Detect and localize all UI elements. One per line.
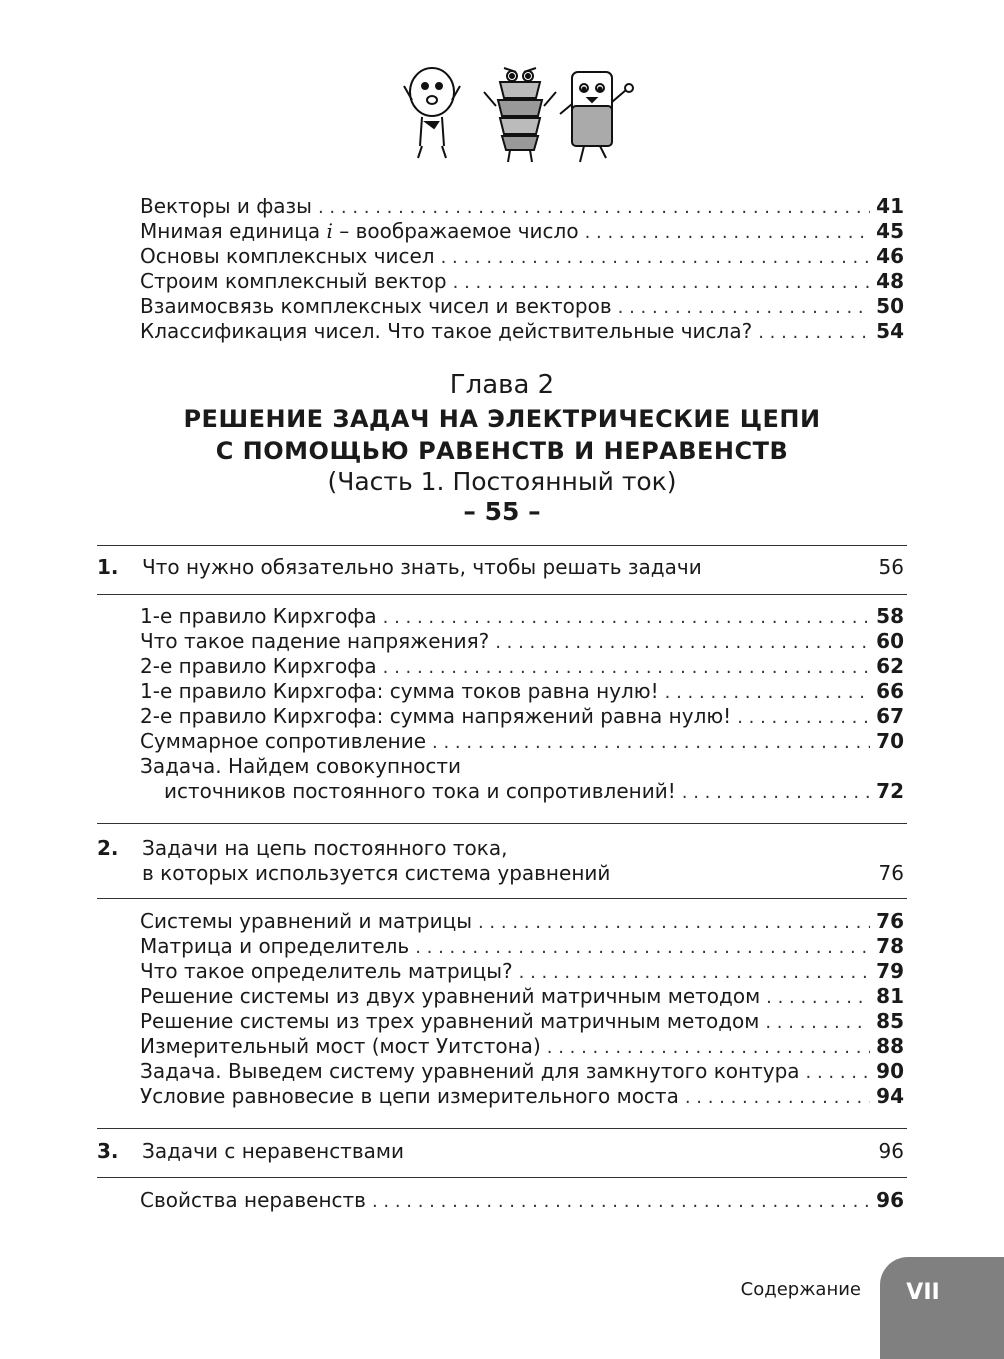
toc-entry[interactable] [140, 1187, 904, 1213]
toc-entry[interactable] [140, 933, 904, 959]
section-page: 56 [878, 555, 904, 579]
toc-entry-page: 72 [876, 779, 904, 803]
toc-entry[interactable] [140, 1033, 904, 1059]
toc-entry[interactable] [140, 293, 904, 319]
toc-entry-title: Решение системы из трех уравнений матричным методом [140, 1009, 760, 1033]
toc-entry-title: Свойства неравенств [140, 1188, 366, 1212]
section-number: 3. [97, 1139, 119, 1163]
toc-entry-page: 66 [876, 679, 904, 703]
toc-entry-title: источников постоянного тока и сопротивлений! [164, 779, 676, 803]
resistor-mascot-icon [560, 72, 633, 162]
dot-leader [618, 295, 871, 319]
toc-entry-title: Векторы и фазы [140, 194, 312, 218]
section-title[interactable]: Задачи на цепь постоянного тока, [142, 836, 508, 860]
dot-leader [478, 910, 870, 934]
chapter-title-line: С ПОМОЩЬЮ РАВЕНСТВ И НЕРАВЕНСТВ [215, 437, 789, 465]
dot-leader [495, 630, 870, 654]
toc-entry-page: 79 [876, 959, 904, 983]
toc-entry-page: 54 [876, 319, 904, 343]
toc-entry-title: 1-е правило Кирхгофа [140, 604, 377, 628]
section-divider [97, 1128, 907, 1129]
toc-entry-title: Основы комплексных чисел [140, 244, 435, 268]
toc-entry-title: Мнимая единица i – воображаемое число [140, 219, 579, 243]
toc-entry-page: 60 [876, 629, 904, 653]
toc-entry[interactable] [140, 1083, 904, 1109]
toc-entry-page: 45 [876, 219, 904, 243]
toc-entry-title: Задача. Найдем совокупности [140, 754, 462, 778]
dot-leader [737, 705, 870, 729]
dot-leader [758, 320, 870, 344]
toc-entry[interactable] [140, 243, 904, 269]
toc-entry[interactable] [140, 603, 904, 629]
dot-leader [519, 960, 871, 984]
toc-entry-title: 1-е правило Кирхгофа: сумма токов равна нулю! [140, 679, 659, 703]
toc-entry[interactable] [140, 678, 904, 704]
page-number-tab [880, 1257, 1004, 1359]
toc-entry[interactable] [140, 268, 904, 294]
toc-entry[interactable] [140, 653, 904, 679]
section-title[interactable]: Задачи с неравенствами [142, 1139, 404, 1163]
toc-entry-page: 78 [876, 934, 904, 958]
toc-entry-title: Измерительный мост (мост Уитстона) [140, 1034, 541, 1058]
section-page: 96 [878, 1139, 904, 1163]
toc-entry-title: Классификация чисел. Что такое действительные числа? [140, 319, 753, 343]
toc-entry[interactable] [140, 193, 904, 219]
toc-entry-page: 85 [876, 1009, 904, 1033]
toc-entry[interactable] [140, 753, 904, 779]
dot-leader [766, 985, 870, 1009]
toc-entry-continuation[interactable] [164, 778, 904, 804]
toc-entry-page: 70 [876, 729, 904, 753]
round-mascot-icon [404, 68, 460, 158]
dot-leader [685, 1085, 870, 1109]
toc-entry-page: 46 [876, 244, 904, 268]
section-title[interactable]: в которых используется система уравнений [142, 861, 611, 885]
dot-leader [682, 780, 870, 804]
section-divider [97, 545, 907, 546]
toc-entry[interactable] [140, 728, 904, 754]
section-divider [97, 898, 907, 899]
toc-entry[interactable] [140, 703, 904, 729]
chapter-title-line: РЕШЕНИЕ ЗАДАЧ НА ЭЛЕКТРИЧЕСКИЕ ЦЕПИ [183, 405, 821, 433]
toc-entry-page: 96 [876, 1188, 904, 1212]
chapter-subtitle: (Часть 1. Постоянный ток) [327, 467, 677, 496]
section-title[interactable]: Что нужно обязательно знать, чтобы решать задачи [142, 555, 702, 579]
toc-entry-page: 67 [876, 704, 904, 728]
toc-entry[interactable] [140, 628, 904, 654]
toc-entry[interactable] [140, 218, 904, 244]
toc-entry-page: 88 [876, 1034, 904, 1058]
dot-leader [383, 605, 871, 629]
toc-entry-title: 2-е правило Кирхгофа [140, 654, 377, 678]
toc-entry-title: Условие равновесие в цепи измерительного моста [140, 1084, 679, 1108]
toc-entry-page: 76 [876, 909, 904, 933]
toc-entry-title: Взаимосвязь комплексных чисел и векторов [140, 294, 612, 318]
dot-leader [383, 655, 871, 679]
dot-leader [372, 1189, 870, 1213]
toc-entry[interactable] [140, 958, 904, 984]
chapter-page: – 55 – [463, 497, 541, 526]
toc-entry-title: Матрица и определитель [140, 934, 410, 958]
dot-leader [585, 220, 871, 244]
toc-entry[interactable] [140, 908, 904, 934]
section-divider [97, 823, 907, 824]
toc-entry-title: Задача. Выведем систему уравнений для замкнутого контура [140, 1059, 800, 1083]
toc-entry-page: 94 [876, 1084, 904, 1108]
toc-entry-title: Что такое определитель матрицы? [140, 959, 513, 983]
mascots-illustration [400, 62, 650, 174]
dot-leader [665, 680, 870, 704]
section-divider [97, 594, 907, 595]
imaginary-unit-symbol: i [326, 219, 333, 243]
toc-entry[interactable] [140, 1008, 904, 1034]
toc-entry[interactable] [140, 318, 904, 344]
toc-entry[interactable] [140, 1058, 904, 1084]
coil-mascot-icon [484, 68, 556, 162]
toc-entry-title: 2-е правило Кирхгофа: сумма напряжений равна нулю! [140, 704, 732, 728]
toc-entry-page: 81 [876, 984, 904, 1008]
chapter-label: Глава 2 [449, 370, 555, 400]
dot-leader [441, 245, 871, 269]
section-number: 2. [97, 836, 119, 860]
page-number: VII [906, 1280, 940, 1305]
section-number: 1. [97, 555, 119, 579]
running-footer-label: Содержание [740, 1279, 861, 1300]
toc-entry-title: Что такое падение напряжения? [140, 629, 490, 653]
dot-leader [453, 270, 871, 294]
toc-entry[interactable] [140, 983, 904, 1009]
toc-entry-page: 41 [876, 194, 904, 218]
toc-entry-page: 48 [876, 269, 904, 293]
dot-leader [318, 195, 870, 219]
toc-entry-page: 50 [876, 294, 904, 318]
toc-entry-page: 90 [876, 1059, 904, 1083]
toc-entry-title: Системы уравнений и матрицы [140, 909, 472, 933]
section-divider [97, 1177, 907, 1178]
dot-leader [806, 1060, 871, 1084]
toc-entry-title: Решение системы из двух уравнений матричным методом [140, 984, 761, 1008]
toc-entry-title: Суммарное сопротивление [140, 729, 427, 753]
dot-leader [432, 730, 870, 754]
section-page: 76 [878, 861, 904, 885]
toc-entry-page: 62 [876, 654, 904, 678]
toc-entry-title: Строим комплексный вектор [140, 269, 447, 293]
toc-entry-page: 58 [876, 604, 904, 628]
dot-leader [415, 935, 870, 959]
dot-leader [547, 1035, 870, 1059]
dot-leader [765, 1010, 870, 1034]
